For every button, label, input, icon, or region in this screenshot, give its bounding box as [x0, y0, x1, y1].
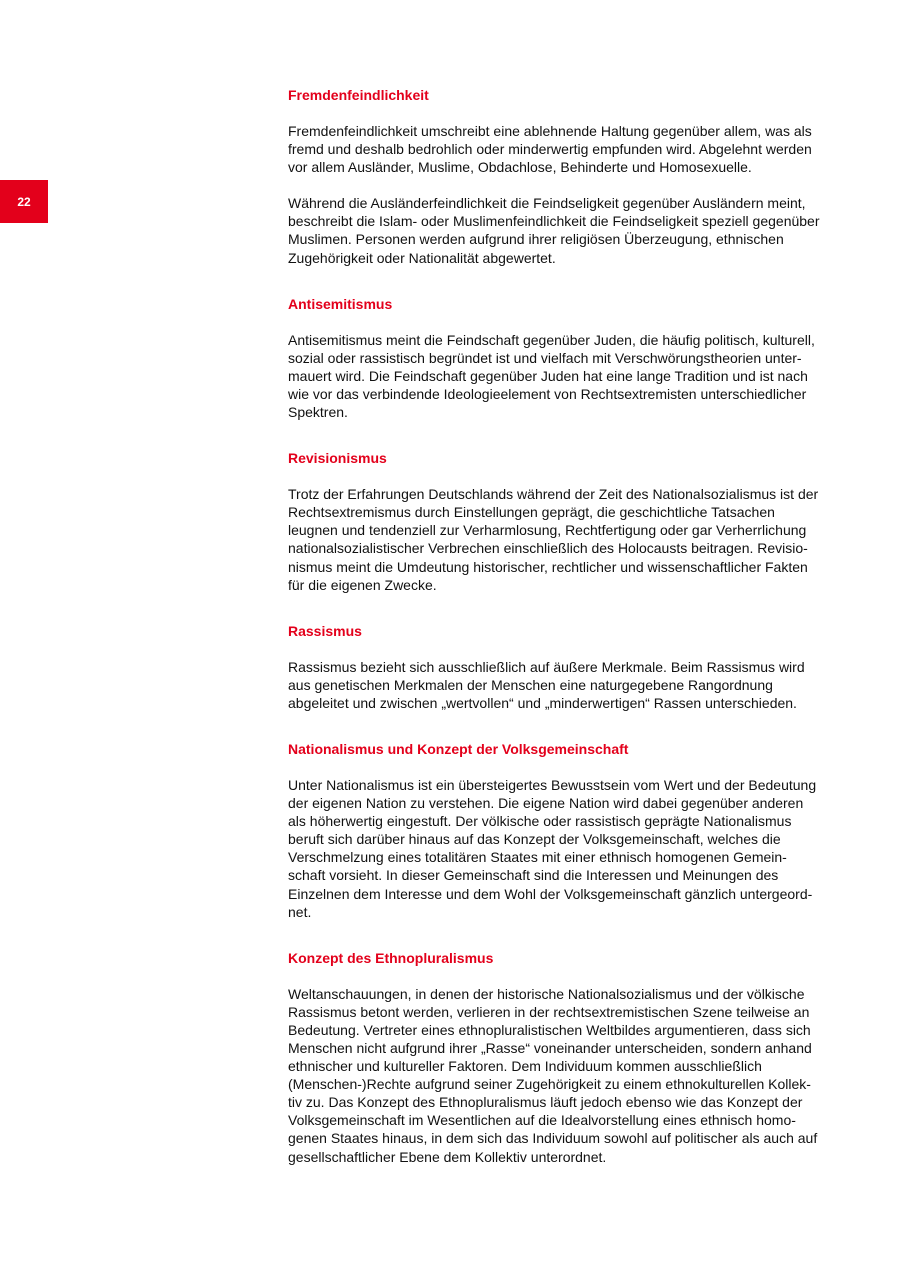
section-heading: Rassismus — [288, 622, 362, 639]
main-content — [288, 86, 833, 1194]
section-antisemitismus — [288, 295, 833, 421]
page-number: 22 — [17, 194, 31, 209]
section-fremdenfeindlichkeit — [288, 86, 833, 267]
section-revisionismus — [288, 449, 833, 594]
section-heading: Antisemitismus — [288, 295, 393, 312]
section-heading: Nationalismus und Konzept der Volksgemeinschaft — [288, 740, 629, 757]
section-heading: Revisionismus — [288, 450, 387, 467]
paragraph: Trotz der Erfahrungen Deutschlands während der Zeit des Nationalsozialismus ist der Rechtsextremismus durch Einstellungen geprägt, die geschichtliche Tatsachen leugnen und tendenziell zur Verharmlosung, Rechtfertigung oder gar Verherrlichung nationalsozialistischer Verbrechen einschließlich des Holocausts beitragen. Revisio- nismus meint die Umdeutung historischer, rechtlicher und wissenschaftlicher Fakten für die eigenen Zwecke. — [288, 486, 819, 593]
paragraph: Unter Nationalismus ist ein übersteigertes Bewusstsein vom Wert und der Bedeutung der eigenen Nation zu verstehen. Die eigene Nation wird dabei gegenüber anderen als höherwertig eingestuft. Der völkische oder rassistisch geprägte Nationalismus beruft sich darüber hinaus auf das Konzept der Volksgemeinschaft, welches die Verschmelzung eines totalitären Staates mit einer ethnisch homogenen Gemein- schaft vorsieht. In dieser Gemeinschaft sind die Interessen und Meinungen des Einzelnen dem Interesse und dem Wohl der Volksgemeinschaft gänzlich untergeord- net. — [288, 776, 817, 920]
page-number-badge — [0, 180, 48, 223]
section-ethnopluralismus — [288, 949, 833, 1166]
section-heading: Fremdenfeindlichkeit — [288, 87, 429, 103]
paragraph: Weltanschauungen, in denen der historische Nationalsozialismus und der völkische Rassismus betont werden, verlieren in der rechtsextremistischen Szene teilweise an Bedeutung. Vertreter eines ethnopluralistischen Weltbildes argumentieren, dass sich Menschen nicht aufgrund ihrer „Rasse“ voneinander unterscheiden, sondern anhand ethnischer und kultureller Faktoren. Dem Individuum kommen ausschließlich (Menschen-)Rechte aufgrund seiner Zugehörigkeit zu einem ethnokulturellen Kollek- tiv zu. Das Konzept des Ethnopluralismus läuft jedoch ebenso wie das Konzept der Volksgemeinschaft im Wesentlichen auf die Idealvorstellung eines ethnisch homo- genen Staates hinaus, in dem sich das Individuum sowohl auf politischer als auch auf gesellschaftlicher Ebene dem Kollektiv unterordnet. — [288, 985, 818, 1165]
section-rassismus — [288, 622, 833, 712]
section-nationalismus — [288, 740, 833, 921]
paragraph: Während die Ausländerfeindlichkeit die Feindseligkeit gegenüber Ausländern meint, beschreibt die Islam- oder Muslimenfeindlichkeit die Feindseligkeit speziell gegenüber Muslimen. Personen werden aufgrund ihrer religiösen Überzeugung, ethnischen Zugehörigkeit oder Nationalität abgewertet. — [288, 195, 820, 266]
paragraph: Rassismus bezieht sich ausschließlich auf äußere Merkmale. Beim Rassismus wird aus genetischen Merkmalen der Menschen eine naturgegebene Rangordnung abgeleitet und zwischen „wertvollen“ und „minderwertigen“ Rassen unterschieden. — [288, 658, 805, 711]
paragraph: Fremdenfeindlichkeit umschreibt eine ablehnende Haltung gegenüber allem, was als fremd und deshalb bedrohlich oder minderwertig empfunden wird. Abgelehnt werden vor allem Ausländer, Muslime, Obdachlose, Behinderte und Homosexuelle. — [288, 123, 812, 176]
section-heading: Konzept des Ethnopluralismus — [288, 949, 494, 966]
paragraph: Antisemitismus meint die Feindschaft gegenüber Juden, die häufig politisch, kulturell, sozial oder rassistisch begründet ist und vielfach mit Verschwörungstheorien unter- mauert wird. Die Feindschaft gegenüber Juden hat eine lange Tradition und ist nach wie vor das verbindende Ideologieelement von Rechtsextremisten unterschiedlicher Spektren. — [288, 331, 815, 421]
